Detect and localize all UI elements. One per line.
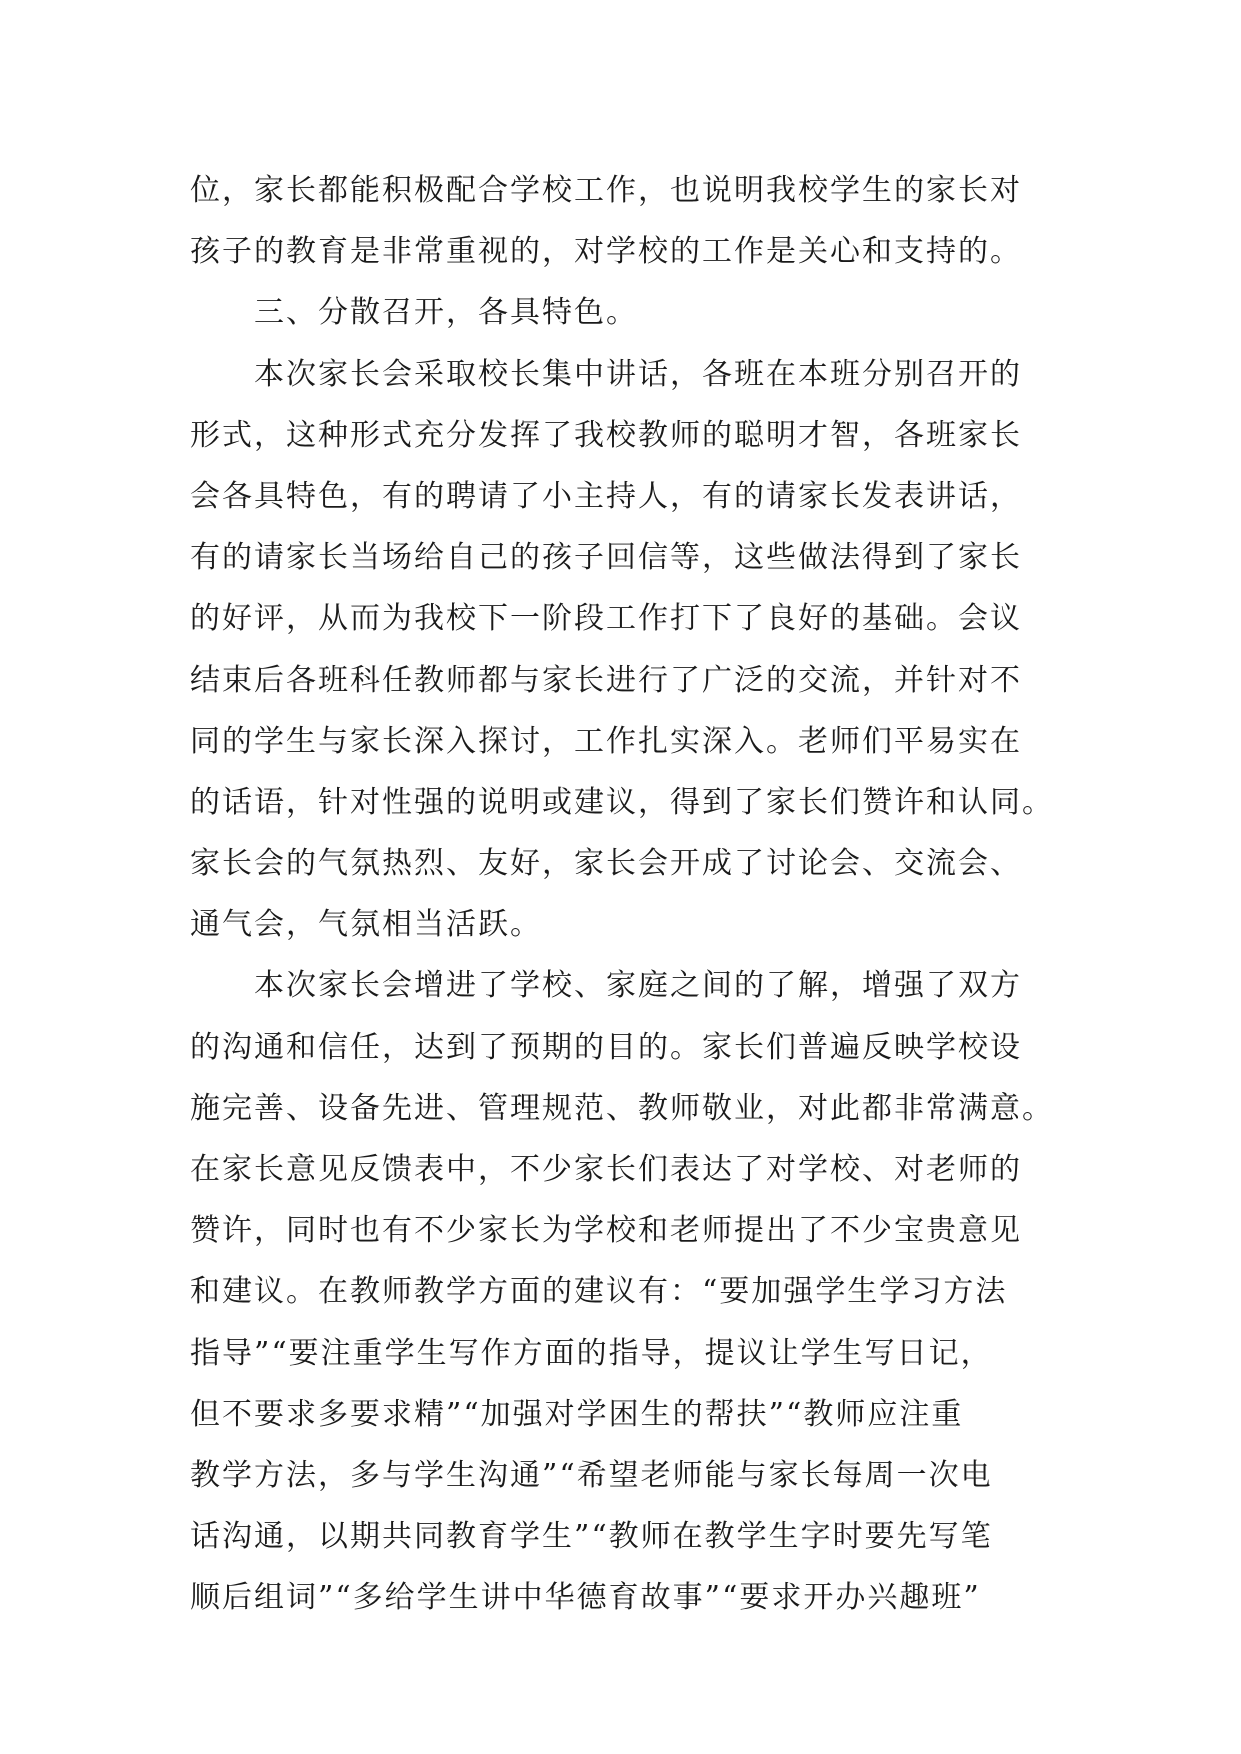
text-line: 话沟通，以期共同教育学生”“教师在教学生字时要先写笔	[190, 1519, 993, 1555]
text-line: 会各具特色，有的聘请了小主持人，有的请家长发表讲话，	[190, 478, 1022, 514]
text-line: 孩子的教育是非常重视的，对学校的工作是关心和支持的。	[190, 234, 1022, 270]
text-line: 的好评，从而为我校下一阶段工作打下了良好的基础。会议	[190, 601, 1022, 637]
text-line: 赞许，同时也有不少家长为学校和老师提出了不少宝贵意见	[190, 1213, 1022, 1249]
text-line: 家长会的气氛热烈、友好，家长会开成了讨论会、交流会、	[190, 846, 1022, 882]
text-line: 顺后组词”“多给学生讲中华德育故事”“要求开办兴趣班”	[190, 1580, 981, 1616]
text-line: 位，家长都能积极配合学校工作，也说明我校学生的家长对	[190, 173, 1022, 208]
text-line: 同的学生与家长深入探讨，工作扎实深入。老师们平易实在	[190, 723, 1022, 759]
text-line: 的话语，针对性强的说明或建议，得到了家长们赞许和认同。	[190, 784, 1054, 820]
text-line: 通气会，气氛相当活跃。	[190, 907, 542, 943]
text-line: 结束后各班科任教师都与家长进行了广泛的交流，并针对不	[190, 662, 1022, 698]
text-line: 三、分散召开，各具特色。	[254, 295, 638, 331]
text-line: 但不要求多要求精”“加强对学困生的帮扶”“教师应注重	[190, 1396, 964, 1432]
text-line: 和建议。在教师教学方面的建议有：“要加强学生学习方法	[190, 1274, 1008, 1310]
text-line: 教学方法，多与学生沟通”“希望老师能与家长每周一次电	[190, 1457, 993, 1493]
text-line: 本次家长会采取校长集中讲话，各班在本班分别召开的	[254, 356, 1022, 392]
text-line: 施完善、设备先进、管理规范、教师敬业，对此都非常满意。	[190, 1090, 1054, 1126]
text-line: 在家长意见反馈表中，不少家长们表达了对学校、对老师的	[190, 1152, 1022, 1187]
text-line: 指导”“要注重学生写作方面的指导，提议让学生写日记，	[190, 1335, 993, 1371]
text-line: 有的请家长当场给自己的孩子回信等，这些做法得到了家长	[190, 540, 1022, 576]
text-line: 的沟通和信任，达到了预期的目的。家长们普遍反映学校设	[190, 1029, 1022, 1065]
document-body	[190, 160, 1070, 1629]
text-line: 本次家长会增进了学校、家庭之间的了解，增强了双方	[254, 968, 1022, 1004]
text-line: 形式，这种形式充分发挥了我校教师的聪明才智，各班家长	[190, 417, 1022, 453]
